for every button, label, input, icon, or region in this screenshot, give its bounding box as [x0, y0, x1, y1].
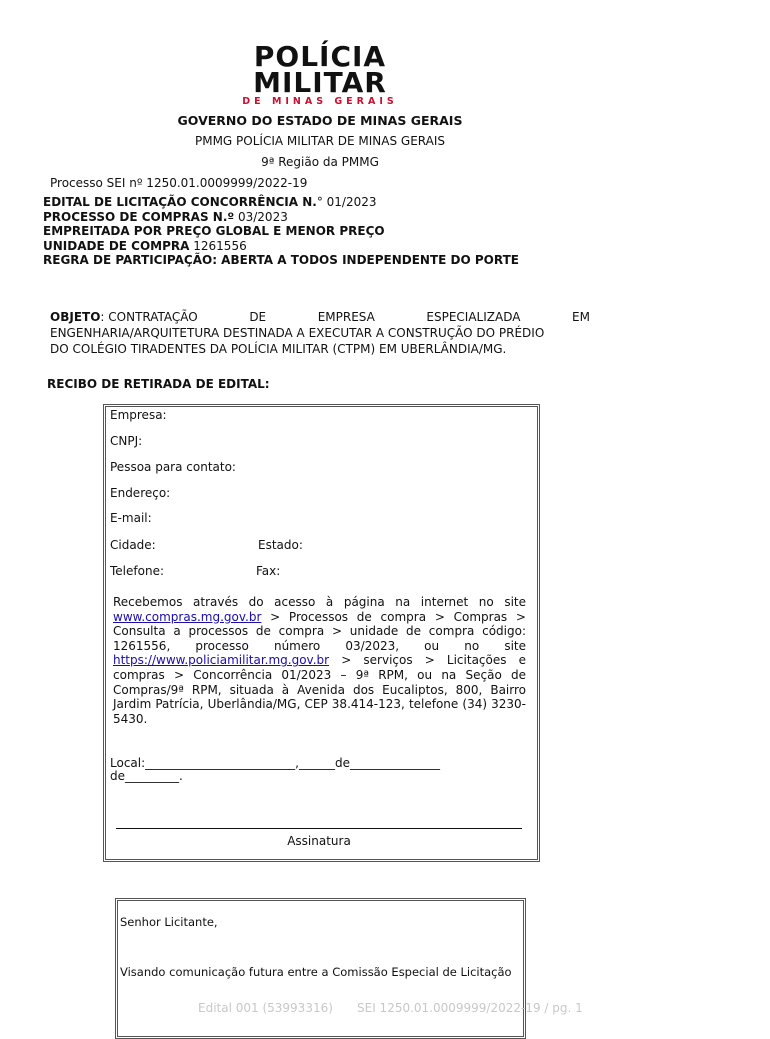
edital-empreitada: EMPREITADA POR PREÇO GLOBAL E MENOR PREÇO — [43, 224, 385, 239]
logo-line-policia: POLÍCIA — [253, 40, 387, 73]
processo-sei: Processo SEI nº 1250.01.0009999/2022-19 — [50, 176, 308, 190]
objeto-line-1: OBJETO: CONTRATAÇÃO DE EMPRESA ESPECIALIZADA EM — [50, 310, 590, 324]
footer-sei: SEI 1250.01.0009999/2022-19 / pg. 1 — [357, 1001, 583, 1015]
recibo-paragraph: Recebemos através do acesso à página na internet no site www.compras.mg.gov.br > Processos de compra > Compras > Consulta a processos de compra > unidade de compra código: 1261556, processo número 03/2023, ou no site https://www.policiamilitar.mg.gov.br > serviços > Licitações e compras > Concorrência 01/2023 – 9ª RPM, ou na Seção de Compras/9ª RPM, situada à Avenida dos Eucaliptos, 800, Bairro Jardim Patrícia, Uberlândia/MG, CEP 38.414-123, telefone (34) 3230-5430. — [113, 595, 526, 726]
field-empresa: Empresa: — [110, 408, 167, 422]
local-data-line: Local:_________________________,______de_______________ de_________. — [110, 756, 440, 783]
link-compras-mg[interactable]: www.compras.mg.gov.br — [113, 609, 262, 624]
field-estado: Estado: — [258, 538, 303, 552]
field-fax: Fax: — [256, 564, 281, 578]
pmmg-logo — [240, 40, 400, 108]
edital-regra: REGRA DE PARTICIPAÇÃO: ABERTA A TODOS INDEPENDENTE DO PORTE — [43, 253, 519, 268]
header-regiao: 9ª Região da PMMG — [261, 155, 379, 169]
edital-unidade: UNIDADE DE COMPRA 1261556 — [43, 238, 247, 253]
field-cidade: Cidade: — [110, 538, 156, 552]
field-contato: Pessoa para contato: — [110, 460, 236, 474]
assinatura-label: Assinatura — [287, 834, 351, 848]
recibo-title: RECIBO DE RETIRADA DE EDITAL: — [47, 377, 270, 391]
edital-info — [43, 195, 519, 268]
objeto-label: OBJETO — [50, 310, 101, 324]
logo-line-militar: MILITAR — [253, 66, 387, 99]
field-cnpj: CNPJ: — [110, 434, 143, 448]
field-telefone: Telefone: — [110, 564, 164, 578]
field-email: E-mail: — [110, 511, 152, 525]
footer-edital: Edital 001 (53993316) — [198, 1001, 333, 1015]
header-governo: GOVERNO DO ESTADO DE MINAS GERAIS — [177, 113, 463, 128]
field-endereco: Endereço: — [110, 486, 171, 500]
aviso-senhor: Senhor Licitante, — [120, 915, 218, 929]
aviso-visando: Visando comunicação futura entre a Comissão Especial de Licitação — [120, 965, 512, 979]
objeto-paragraph — [50, 309, 590, 357]
objeto-line-2: ENGENHARIA/ARQUITETURA DESTINADA A EXECUTAR A CONSTRUÇÃO DO PRÉDIO — [50, 326, 545, 340]
objeto-line-3: DO COLÉGIO TIRADENTES DA POLÍCIA MILITAR (CTPM) EM UBERLÂNDIA/MG. — [50, 342, 507, 356]
edital-processo: PROCESSO DE COMPRAS N.º 03/2023 — [43, 209, 288, 224]
header-pmmg: PMMG POLÍCIA MILITAR DE MINAS GERAIS — [194, 134, 446, 148]
logo-line-minas-gerais: DE MINAS GERAIS — [242, 96, 398, 107]
edital-concorrencia: EDITAL DE LICITAÇÃO CONCORRÊNCIA N.° 01/2023 — [43, 195, 377, 209]
signature-line — [116, 828, 522, 829]
link-policia-militar[interactable]: https://www.policiamilitar.mg.gov.br — [113, 653, 330, 668]
